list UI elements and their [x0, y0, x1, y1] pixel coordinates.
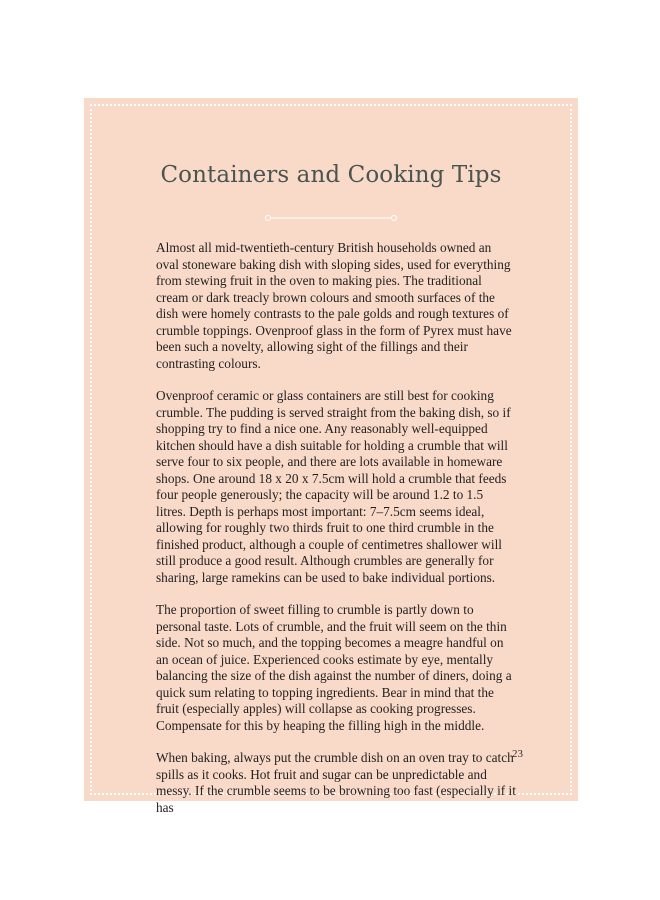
- page-title: Containers and Cooking Tips: [160, 162, 502, 188]
- paragraph-3: The proportion of sweet filling to crumble is partly down to personal taste. Lots of crumble, and the fruit will seem on the thin side. Not so much, and the topping becomes a meagre handful on an ocean of juice. Experienced cooks estimate by eye, mentally balancing the size of the dish against the number of diners, doing a quick sum relating to topping ingredients. Bear in mind that the fruit (especially apples) will collapse as cooking progresses. Compensate for this by heaping the filling high in the middle.: [156, 602, 512, 733]
- paragraph-2: Ovenproof ceramic or glass containers are still best for cooking crumble. The pudding is served straight from the baking dish, so if shopping try to find a nice one. Any reasonably well-equipped kitchen should have a dish suitable for holding a crumble that will serve four to six people, and there are lots available in homeware shops. One around 18 x 20 x 7.5cm will hold a crumble that feeds four people generously; the capacity will be around 1.2 to 1.5 litres. Depth is perhaps most important: 7–7.5cm seems ideal, allowing for roughly two thirds fruit to one third crumble in the finished product, although a couple of centimetres shallower will still produce a good result. Although crumbles are generally for sharing, large ramekins can be used to bake individual portions.: [156, 388, 511, 585]
- page-number: 23: [512, 748, 523, 760]
- ornament-left-dot: [266, 216, 271, 221]
- title-ornament: [264, 214, 398, 222]
- paragraph-4: When baking, always put the crumble dish on an oven tray to catch spills as it cooks. Hot fruit and sugar can be unpredictable and messy. If the crumble seems to be browning too fast (especially if it has: [156, 750, 516, 815]
- ornament-right-dot: [392, 216, 397, 221]
- body-text: [156, 240, 516, 832]
- paragraph-1: Almost all mid-twentieth-century British households owned an oval stoneware baking dish with sloping sides, used for everything from stewing fruit in the oven to making pies. The traditional cream or dark treacly brown colours and smooth surfaces of the dish were homely contrasts to the pale golds and rough textures of crumble toppings. Ovenproof glass in the form of Pyrex must have been such a novelty, allowing sight of the fillings and their contrasting colours.: [156, 240, 512, 371]
- book-page: [84, 98, 578, 815]
